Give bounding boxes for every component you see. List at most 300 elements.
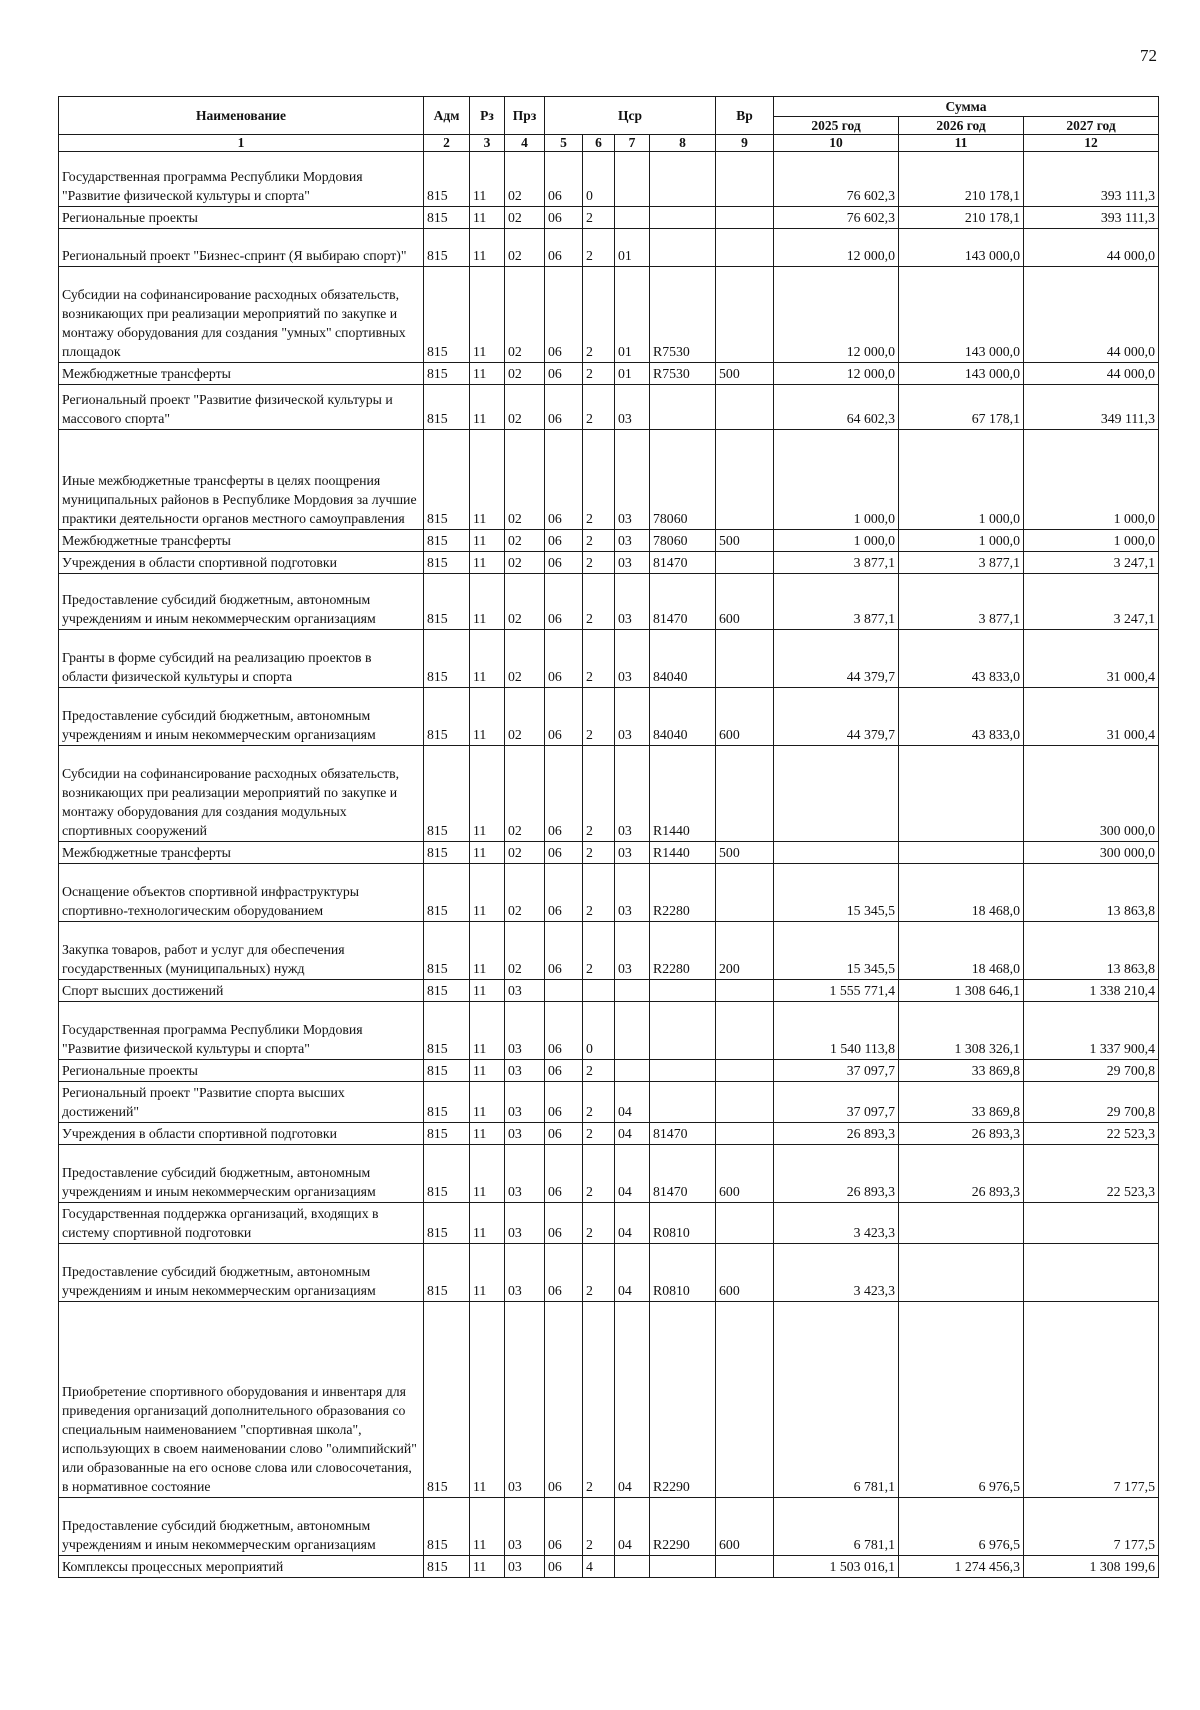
vr-code [716, 207, 774, 229]
csr-part-1 [545, 980, 583, 1002]
amount-2025: 1 000,0 [774, 430, 899, 530]
row-name: Региональные проекты [59, 207, 424, 229]
csr-part-4: 84040 [650, 630, 716, 688]
prz-code: 03 [505, 1302, 545, 1498]
rz-code: 11 [470, 1002, 505, 1060]
csr-part-4: 81470 [650, 1123, 716, 1145]
amount-2025: 76 602,3 [774, 152, 899, 207]
csr-part-4: R2280 [650, 922, 716, 980]
table-row [59, 842, 1159, 864]
csr-part-3: 03 [615, 574, 650, 630]
row-name: Предоставление субсидий бюджетным, автономным учреждениям и иным некоммерческим организациям [59, 688, 424, 746]
amount-2026: 1 000,0 [899, 530, 1024, 552]
amount-2025: 12 000,0 [774, 267, 899, 363]
csr-part-3: 03 [615, 746, 650, 842]
rz-code: 11 [470, 1203, 505, 1244]
csr-part-1: 06 [545, 1082, 583, 1123]
csr-part-4: 78060 [650, 430, 716, 530]
adm-code: 815 [424, 1002, 470, 1060]
csr-part-4: 81470 [650, 552, 716, 574]
amount-2027: 393 111,3 [1024, 207, 1159, 229]
header-sum: Сумма [774, 97, 1159, 117]
row-name: Предоставление субсидий бюджетным, автономным учреждениям и иным некоммерческим организациям [59, 1498, 424, 1556]
column-number: 1 [59, 135, 424, 152]
vr-code [716, 1002, 774, 1060]
rz-code: 11 [470, 1498, 505, 1556]
table-row [59, 1082, 1159, 1123]
prz-code: 02 [505, 552, 545, 574]
rz-code: 11 [470, 530, 505, 552]
adm-code: 815 [424, 1203, 470, 1244]
csr-part-4 [650, 1082, 716, 1123]
vr-code: 500 [716, 842, 774, 864]
prz-code: 02 [505, 152, 545, 207]
row-name: Государственная поддержка организаций, входящих в систему спортивной подготовки [59, 1203, 424, 1244]
adm-code: 815 [424, 363, 470, 385]
amount-2027: 13 863,8 [1024, 864, 1159, 922]
table-row [59, 1302, 1159, 1498]
amount-2025: 3 423,3 [774, 1244, 899, 1302]
csr-part-2: 2 [583, 1145, 615, 1203]
adm-code: 815 [424, 746, 470, 842]
adm-code: 815 [424, 1145, 470, 1203]
csr-part-1: 06 [545, 1145, 583, 1203]
row-name: Предоставление субсидий бюджетным, автономным учреждениям и иным некоммерческим организациям [59, 1244, 424, 1302]
csr-part-3: 04 [615, 1203, 650, 1244]
csr-part-2: 4 [583, 1556, 615, 1578]
vr-code [716, 1302, 774, 1498]
csr-part-1: 06 [545, 152, 583, 207]
csr-part-4 [650, 980, 716, 1002]
adm-code: 815 [424, 152, 470, 207]
amount-2026 [899, 746, 1024, 842]
table-row [59, 1556, 1159, 1578]
rz-code: 11 [470, 574, 505, 630]
csr-part-1: 06 [545, 688, 583, 746]
csr-part-3: 03 [615, 530, 650, 552]
table-row [59, 430, 1159, 530]
row-name: Закупка товаров, работ и услуг для обеспечения государственных (муниципальных) нужд [59, 922, 424, 980]
csr-part-3 [615, 1556, 650, 1578]
amount-2026: 43 833,0 [899, 630, 1024, 688]
row-name: Межбюджетные трансферты [59, 363, 424, 385]
row-name: Гранты в форме субсидий на реализацию проектов в области физической культуры и спорта [59, 630, 424, 688]
prz-code: 02 [505, 864, 545, 922]
row-name: Приобретение спортивного оборудования и инвентаря для приведения организаций дополнительного образования со специальным наименованием "спортивная школа", использующих в своем наименовании слово "олимпийский" или образованные на его основе слова или словосочетания, в нормативное состояние [59, 1302, 424, 1498]
rz-code: 11 [470, 207, 505, 229]
adm-code: 815 [424, 1498, 470, 1556]
adm-code: 815 [424, 864, 470, 922]
amount-2025: 1 000,0 [774, 530, 899, 552]
table-row [59, 385, 1159, 430]
amount-2027: 31 000,4 [1024, 688, 1159, 746]
page-number: 72 [1140, 46, 1157, 65]
amount-2025: 44 379,7 [774, 688, 899, 746]
amount-2025: 26 893,3 [774, 1123, 899, 1145]
amount-2026: 18 468,0 [899, 922, 1024, 980]
rz-code: 11 [470, 922, 505, 980]
csr-part-1: 06 [545, 746, 583, 842]
vr-code: 600 [716, 688, 774, 746]
rz-code: 11 [470, 1123, 505, 1145]
csr-part-2: 2 [583, 530, 615, 552]
csr-part-1: 06 [545, 385, 583, 430]
amount-2025: 1 503 016,1 [774, 1556, 899, 1578]
csr-part-2 [583, 980, 615, 1002]
csr-part-1: 06 [545, 1060, 583, 1082]
csr-part-1: 06 [545, 1556, 583, 1578]
amount-2026: 210 178,1 [899, 152, 1024, 207]
amount-2025: 15 345,5 [774, 922, 899, 980]
csr-part-1: 06 [545, 574, 583, 630]
row-name: Учреждения в области спортивной подготовки [59, 1123, 424, 1145]
header-prz: Прз [505, 97, 545, 135]
amount-2027: 1 338 210,4 [1024, 980, 1159, 1002]
amount-2027: 300 000,0 [1024, 842, 1159, 864]
rz-code: 11 [470, 1556, 505, 1578]
amount-2026: 26 893,3 [899, 1123, 1024, 1145]
csr-part-1: 06 [545, 430, 583, 530]
header-year: 2027 год [1024, 117, 1159, 135]
csr-part-2: 2 [583, 922, 615, 980]
table-row [59, 1145, 1159, 1203]
rz-code: 11 [470, 229, 505, 267]
amount-2027: 7 177,5 [1024, 1498, 1159, 1556]
csr-part-4: 78060 [650, 530, 716, 552]
prz-code: 03 [505, 980, 545, 1002]
csr-part-1: 06 [545, 842, 583, 864]
row-name: Иные межбюджетные трансферты в целях поощрения муниципальных районов в Республике Мордовия за лучшие практики деятельности органов местного самоуправления [59, 430, 424, 530]
amount-2025: 12 000,0 [774, 363, 899, 385]
header-year: 2026 год [899, 117, 1024, 135]
prz-code: 02 [505, 229, 545, 267]
row-name: Государственная программа Республики Мордовия "Развитие физической культуры и спорта" [59, 152, 424, 207]
amount-2026: 6 976,5 [899, 1498, 1024, 1556]
amount-2027: 349 111,3 [1024, 385, 1159, 430]
csr-part-4: R1440 [650, 746, 716, 842]
column-number: 2 [424, 135, 470, 152]
amount-2027 [1024, 1203, 1159, 1244]
csr-part-2: 2 [583, 1060, 615, 1082]
csr-part-3: 03 [615, 552, 650, 574]
csr-part-3 [615, 1002, 650, 1060]
vr-code: 500 [716, 530, 774, 552]
prz-code: 02 [505, 922, 545, 980]
csr-part-1: 06 [545, 229, 583, 267]
amount-2025: 64 602,3 [774, 385, 899, 430]
column-number: 3 [470, 135, 505, 152]
csr-part-2: 0 [583, 1002, 615, 1060]
csr-part-2: 2 [583, 385, 615, 430]
column-number: 10 [774, 135, 899, 152]
adm-code: 815 [424, 842, 470, 864]
amount-2027: 29 700,8 [1024, 1082, 1159, 1123]
row-name: Межбюджетные трансферты [59, 842, 424, 864]
amount-2026: 18 468,0 [899, 864, 1024, 922]
amount-2027: 1 337 900,4 [1024, 1002, 1159, 1060]
column-number: 7 [615, 135, 650, 152]
csr-part-2: 2 [583, 864, 615, 922]
table-row [59, 229, 1159, 267]
table-row [59, 574, 1159, 630]
row-name: Предоставление субсидий бюджетным, автономным учреждениям и иным некоммерческим организациям [59, 574, 424, 630]
amount-2026: 33 869,8 [899, 1060, 1024, 1082]
prz-code: 03 [505, 1244, 545, 1302]
prz-code: 02 [505, 385, 545, 430]
table-row [59, 552, 1159, 574]
prz-code: 03 [505, 1556, 545, 1578]
amount-2025: 44 379,7 [774, 630, 899, 688]
prz-code: 02 [505, 688, 545, 746]
amount-2027: 7 177,5 [1024, 1302, 1159, 1498]
prz-code: 02 [505, 842, 545, 864]
prz-code: 02 [505, 363, 545, 385]
amount-2027: 44 000,0 [1024, 229, 1159, 267]
csr-part-3: 04 [615, 1082, 650, 1123]
table-row [59, 630, 1159, 688]
csr-part-4: R1440 [650, 842, 716, 864]
amount-2026: 26 893,3 [899, 1145, 1024, 1203]
csr-part-2: 2 [583, 552, 615, 574]
adm-code: 815 [424, 630, 470, 688]
prz-code: 02 [505, 207, 545, 229]
csr-part-4: R0810 [650, 1203, 716, 1244]
row-name: Предоставление субсидий бюджетным, автономным учреждениям и иным некоммерческим организациям [59, 1145, 424, 1203]
csr-part-3: 01 [615, 363, 650, 385]
row-name: Субсидии на софинансирование расходных обязательств, возникающих при реализации мероприятий по закупке и монтажу оборудования для создания "умных" спортивных площадок [59, 267, 424, 363]
column-number: 11 [899, 135, 1024, 152]
amount-2026: 6 976,5 [899, 1302, 1024, 1498]
adm-code: 815 [424, 1082, 470, 1123]
csr-part-1: 06 [545, 1203, 583, 1244]
adm-code: 815 [424, 530, 470, 552]
prz-code: 03 [505, 1002, 545, 1060]
table-row [59, 1002, 1159, 1060]
table-row [59, 1203, 1159, 1244]
csr-part-1: 06 [545, 363, 583, 385]
rz-code: 11 [470, 1302, 505, 1498]
csr-part-4 [650, 229, 716, 267]
csr-part-1: 06 [545, 1002, 583, 1060]
prz-code: 03 [505, 1145, 545, 1203]
column-number: 12 [1024, 135, 1159, 152]
csr-part-4 [650, 1060, 716, 1082]
rz-code: 11 [470, 1082, 505, 1123]
rz-code: 11 [470, 1244, 505, 1302]
csr-part-2: 2 [583, 688, 615, 746]
rz-code: 11 [470, 385, 505, 430]
header-year: 2025 год [774, 117, 899, 135]
csr-part-2: 2 [583, 630, 615, 688]
table-row [59, 152, 1159, 207]
csr-part-4 [650, 1556, 716, 1578]
csr-part-3: 04 [615, 1244, 650, 1302]
amount-2026: 143 000,0 [899, 267, 1024, 363]
vr-code [716, 152, 774, 207]
amount-2026: 3 877,1 [899, 574, 1024, 630]
rz-code: 11 [470, 688, 505, 746]
vr-code [716, 1082, 774, 1123]
amount-2026: 33 869,8 [899, 1082, 1024, 1123]
amount-2027: 1 000,0 [1024, 430, 1159, 530]
csr-part-2: 2 [583, 1244, 615, 1302]
column-number: 5 [545, 135, 583, 152]
table-row [59, 980, 1159, 1002]
csr-part-2: 2 [583, 229, 615, 267]
rz-code: 11 [470, 152, 505, 207]
header-rz: Рз [470, 97, 505, 135]
adm-code: 815 [424, 1123, 470, 1145]
prz-code: 03 [505, 1082, 545, 1123]
rz-code: 11 [470, 630, 505, 688]
table-row [59, 864, 1159, 922]
column-number: 8 [650, 135, 716, 152]
csr-part-2: 2 [583, 207, 615, 229]
csr-part-4: R7530 [650, 363, 716, 385]
header-csr: Цср [545, 97, 716, 135]
amount-2027: 393 111,3 [1024, 152, 1159, 207]
adm-code: 815 [424, 430, 470, 530]
csr-part-3: 04 [615, 1498, 650, 1556]
table-row [59, 363, 1159, 385]
rz-code: 11 [470, 552, 505, 574]
amount-2027: 22 523,3 [1024, 1123, 1159, 1145]
amount-2026: 67 178,1 [899, 385, 1024, 430]
csr-part-3: 04 [615, 1302, 650, 1498]
csr-part-3: 03 [615, 922, 650, 980]
csr-part-4: 84040 [650, 688, 716, 746]
amount-2025 [774, 746, 899, 842]
vr-code [716, 746, 774, 842]
table-row [59, 207, 1159, 229]
amount-2025: 1 555 771,4 [774, 980, 899, 1002]
row-name: Оснащение объектов спортивной инфраструктуры спортивно-технологическим оборудованием [59, 864, 424, 922]
amount-2025: 3 877,1 [774, 574, 899, 630]
amount-2027: 13 863,8 [1024, 922, 1159, 980]
vr-code: 200 [716, 922, 774, 980]
csr-part-3 [615, 207, 650, 229]
rz-code: 11 [470, 267, 505, 363]
csr-part-3: 03 [615, 385, 650, 430]
vr-code [716, 385, 774, 430]
csr-part-2: 0 [583, 152, 615, 207]
table-row [59, 1498, 1159, 1556]
table-row [59, 1060, 1159, 1082]
rz-code: 11 [470, 1145, 505, 1203]
prz-code: 02 [505, 746, 545, 842]
adm-code: 815 [424, 385, 470, 430]
header-adm: Адм [424, 97, 470, 135]
amount-2026: 1 308 646,1 [899, 980, 1024, 1002]
vr-code [716, 1123, 774, 1145]
amount-2027: 29 700,8 [1024, 1060, 1159, 1082]
amount-2026: 1 274 456,3 [899, 1556, 1024, 1578]
csr-part-3: 03 [615, 864, 650, 922]
csr-part-1: 06 [545, 1302, 583, 1498]
vr-code: 600 [716, 574, 774, 630]
rz-code: 11 [470, 864, 505, 922]
header-name: Наименование [59, 97, 424, 135]
prz-code: 02 [505, 267, 545, 363]
csr-part-1: 06 [545, 922, 583, 980]
csr-part-3: 04 [615, 1123, 650, 1145]
prz-code: 03 [505, 1123, 545, 1145]
vr-code: 500 [716, 363, 774, 385]
csr-part-2: 2 [583, 1123, 615, 1145]
adm-code: 815 [424, 688, 470, 746]
csr-part-2: 2 [583, 1203, 615, 1244]
csr-part-3: 03 [615, 688, 650, 746]
csr-part-3: 01 [615, 267, 650, 363]
csr-part-1: 06 [545, 530, 583, 552]
amount-2026: 1 308 326,1 [899, 1002, 1024, 1060]
prz-code: 02 [505, 530, 545, 552]
budget-table [58, 96, 1159, 1578]
csr-part-4 [650, 385, 716, 430]
vr-code [716, 630, 774, 688]
amount-2027: 22 523,3 [1024, 1145, 1159, 1203]
csr-part-1: 06 [545, 267, 583, 363]
csr-part-1: 06 [545, 630, 583, 688]
amount-2025: 3 877,1 [774, 552, 899, 574]
csr-part-4: R2280 [650, 864, 716, 922]
vr-code: 600 [716, 1244, 774, 1302]
row-name: Региональный проект "Развитие спорта высших достижений" [59, 1082, 424, 1123]
vr-code: 600 [716, 1145, 774, 1203]
table-row [59, 688, 1159, 746]
csr-part-4 [650, 152, 716, 207]
csr-part-2: 2 [583, 842, 615, 864]
csr-part-2: 2 [583, 267, 615, 363]
csr-part-4: R7530 [650, 267, 716, 363]
prz-code: 02 [505, 574, 545, 630]
amount-2025: 37 097,7 [774, 1060, 899, 1082]
table-row [59, 530, 1159, 552]
amount-2027: 3 247,1 [1024, 574, 1159, 630]
amount-2025: 15 345,5 [774, 864, 899, 922]
amount-2027: 44 000,0 [1024, 267, 1159, 363]
header-vr: Вр [716, 97, 774, 135]
vr-code [716, 267, 774, 363]
amount-2025: 76 602,3 [774, 207, 899, 229]
amount-2027: 3 247,1 [1024, 552, 1159, 574]
vr-code [716, 430, 774, 530]
csr-part-2: 2 [583, 430, 615, 530]
csr-part-4 [650, 1002, 716, 1060]
column-number: 9 [716, 135, 774, 152]
amount-2025: 3 423,3 [774, 1203, 899, 1244]
csr-part-2: 2 [583, 1082, 615, 1123]
adm-code: 815 [424, 1060, 470, 1082]
row-name: Субсидии на софинансирование расходных обязательств, возникающих при реализации мероприятий по закупке и монтажу оборудования для создания модульных спортивных сооружений [59, 746, 424, 842]
csr-part-3: 03 [615, 842, 650, 864]
csr-part-1: 06 [545, 1244, 583, 1302]
prz-code: 03 [505, 1203, 545, 1244]
csr-part-3 [615, 980, 650, 1002]
rz-code: 11 [470, 746, 505, 842]
adm-code: 815 [424, 552, 470, 574]
amount-2027: 1 308 199,6 [1024, 1556, 1159, 1578]
csr-part-1: 06 [545, 552, 583, 574]
row-name: Региональный проект "Развитие физической культуры и массового спорта" [59, 385, 424, 430]
rz-code: 11 [470, 1060, 505, 1082]
vr-code [716, 864, 774, 922]
csr-part-2: 2 [583, 1302, 615, 1498]
amount-2026 [899, 1244, 1024, 1302]
table-row [59, 1244, 1159, 1302]
amount-2026: 3 877,1 [899, 552, 1024, 574]
prz-code: 02 [505, 630, 545, 688]
